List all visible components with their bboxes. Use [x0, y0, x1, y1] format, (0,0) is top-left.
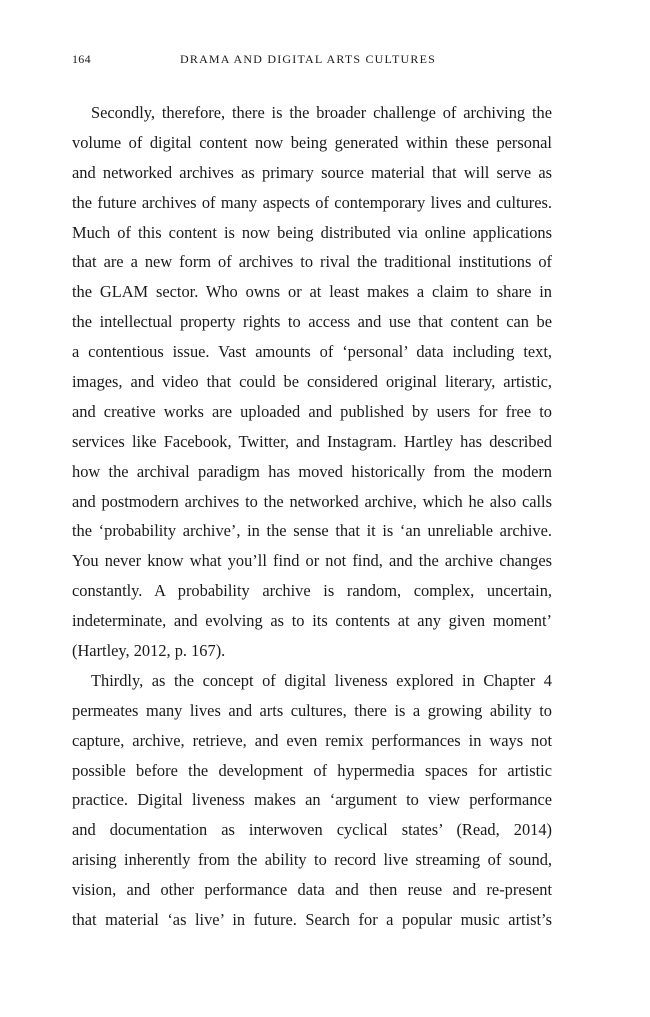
text-line: the future archives of many aspects of contemporary lives and cultures.	[72, 192, 552, 212]
text-line: Much of this content is now being distributed via online applications	[72, 222, 552, 242]
text-line: possible before the development of hypermedia spaces for artistic	[72, 760, 552, 780]
text-line: practice. Digital liveness makes an ‘argument to view performance	[72, 790, 552, 810]
page-number: 164	[72, 52, 91, 66]
text-line: permeates many lives and arts cultures, there is a growing ability to	[72, 700, 552, 720]
text-line: Secondly, therefore, there is the broader challenge of archiving the	[91, 103, 552, 122]
text-line: (Hartley, 2012, p. 167).	[72, 641, 226, 661]
text-line: You never know what you’ll find or not find, and the archive changes	[72, 551, 552, 571]
text-line: how the archival paradigm has moved historically from the modern	[72, 461, 552, 481]
text-line: constantly. A probability archive is random, complex, uncertain,	[72, 581, 552, 601]
text-line: and creative works are uploaded and published by users for free to	[72, 401, 552, 421]
text-line: capture, archive, retrieve, and even remix performances in ways not	[72, 730, 552, 750]
text-line: images, and video that could be considered original literary, artistic,	[72, 372, 552, 392]
running-head	[72, 52, 562, 70]
text-line: and documentation as interwoven cyclical states’ (Read, 2014)	[72, 820, 552, 840]
text-line: that are a new form of archives to rival the traditional institutions of	[72, 252, 552, 272]
text-line: vision, and other performance data and then reuse and re-present	[72, 880, 552, 900]
body-text	[72, 98, 552, 935]
text-line: the GLAM sector. Who owns or at least makes a claim to share in	[72, 282, 552, 302]
text-line: and postmodern archives to the networked archive, which he also calls	[72, 491, 552, 511]
text-line: arising inherently from the ability to record live streaming of sound,	[72, 850, 552, 870]
text-line: a contentious issue. Vast amounts of ‘personal’ data including text,	[72, 342, 552, 362]
text-line: the intellectual property rights to access and use that content can be	[72, 312, 552, 332]
text-line: services like Facebook, Twitter, and Instagram. Hartley has described	[72, 431, 552, 451]
text-line: and networked archives as primary source material that will serve as	[72, 162, 552, 182]
text-line: volume of digital content now being generated within these personal	[72, 132, 552, 152]
running-title: DRAMA AND DIGITAL ARTS CULTURES	[180, 52, 436, 66]
text-line: Thirdly, as the concept of digital liveness explored in Chapter 4	[91, 670, 552, 690]
text-line: that material ‘as live’ in future. Search for a popular music artist’s	[72, 910, 552, 930]
text-line: indeterminate, and evolving as to its contents at any given moment’	[72, 611, 552, 631]
text-line: the ‘probability archive’, in the sense that it is ‘an unreliable archive.	[72, 521, 552, 541]
